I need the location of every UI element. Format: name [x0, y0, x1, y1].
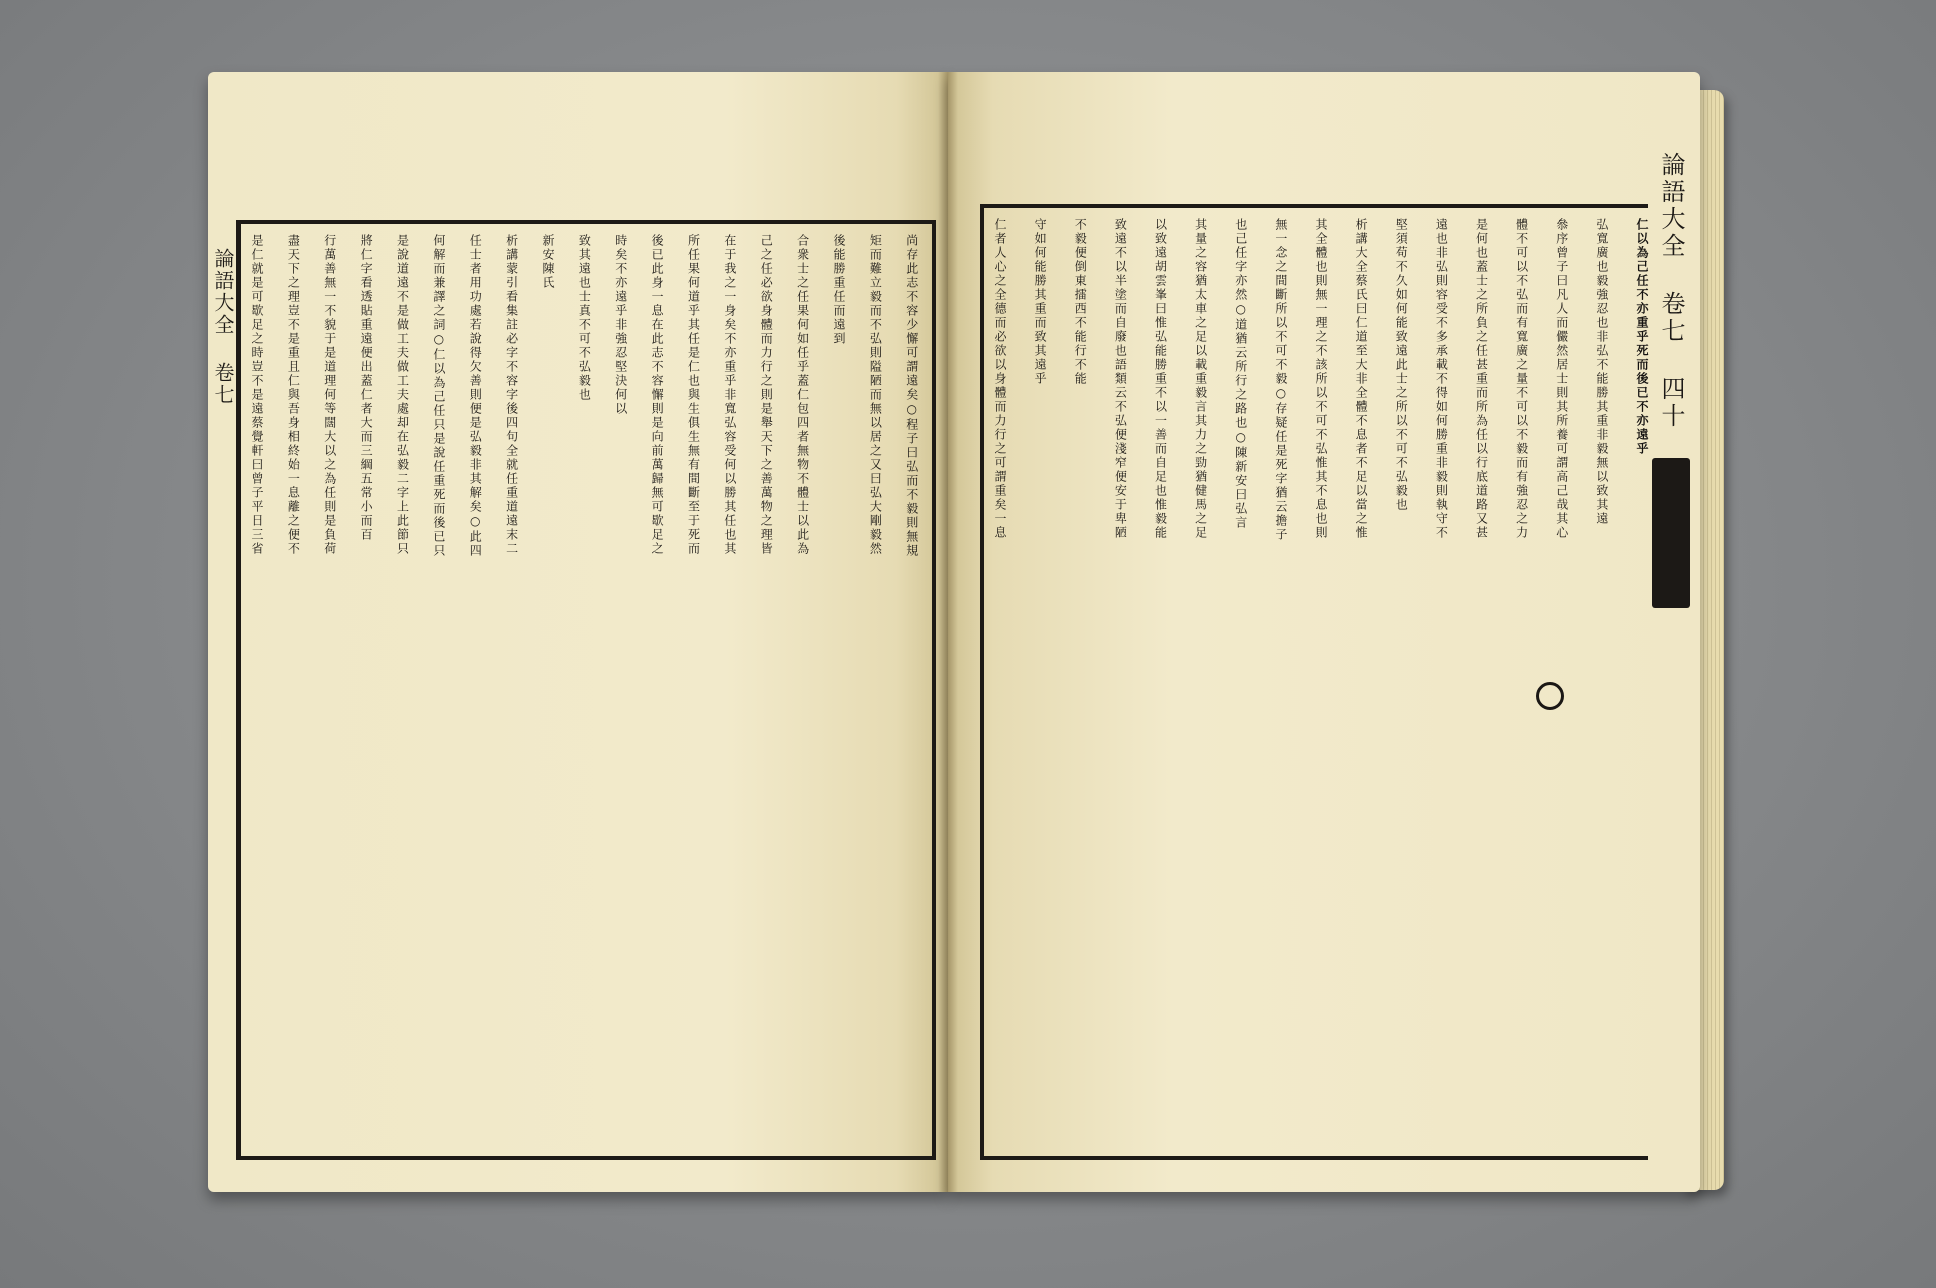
- left-text-column: 何解而兼譯之詞○仁以為己任只是說任重死而後已只: [431, 234, 446, 558]
- left-text-column: 盡天下之理豈不是重且仁與吾身相終始一息離之便不: [286, 234, 301, 556]
- right-text-column: 堅須苟不久如何能致遠此士之所以不可不弘毅也: [1394, 218, 1409, 512]
- left-text-column: 析講蒙引看集註必字不容字後四句全就任重道遠末二: [504, 234, 519, 556]
- open-book: [208, 72, 1710, 1214]
- left-text-column: 新安陳氏: [541, 234, 555, 290]
- right-text-column: 以致遠胡雲峯曰惟弘能勝重不以一善而自足也惟毅能: [1153, 218, 1168, 540]
- right-text-column: 無一念之間斷所以不可不毅○存疑任是死字猶云擔子: [1273, 218, 1288, 542]
- margin-black-band: [1652, 458, 1690, 608]
- left-text-column: 己之任必欲身體而力行之則是舉天下之善萬物之理皆: [759, 234, 774, 556]
- right-text-column: 致遠不以半塗而自廢也語類云不弘便淺窄便安于卑陋: [1113, 218, 1128, 540]
- left-page: [208, 72, 948, 1192]
- left-text-column: 致其遠也士真不可不弘毅也: [577, 234, 592, 402]
- right-text-column: 其量之容猶太車之足以載重毅言其力之勁猶健馬之足: [1193, 218, 1208, 540]
- left-margin-text: 論語大全 卷七: [211, 248, 235, 406]
- chapter-heading: 仁以為己任不亦重乎死而後已不亦遠乎: [1635, 218, 1649, 456]
- right-margin-text: 論語大全 卷七 四十: [1657, 152, 1685, 430]
- right-text-column: 其全體也則無一理之不該所以不可不弘惟其不息也則: [1314, 218, 1328, 540]
- left-text-column: 任士者用功處若說得欠善則便是弘毅非其解矣○此四: [468, 234, 483, 558]
- right-page: [948, 72, 1700, 1192]
- book-gutter: [938, 72, 958, 1192]
- right-subtext-column: 仁者人心之全德而必欲以身體而力行之可謂重矣一息: [993, 218, 1007, 540]
- right-page-margin-label: [1650, 152, 1692, 1132]
- right-text-column: 不毅便倒東擂西不能行不能: [1073, 218, 1088, 386]
- left-page-margin-label: [208, 248, 238, 1148]
- right-text-column: 弘寬廣也毅強忍也非弘不能勝其重非毅無以致其遠: [1594, 218, 1609, 526]
- left-text-column: 將仁字看透貼重遠便出蓋仁者大而三綱五常小而百: [359, 234, 374, 542]
- right-text-column: 遠也非弘則容受不多承載不得如何勝重非毅則執守不: [1434, 218, 1449, 540]
- left-text-column: 後能勝重任而遠到: [832, 234, 846, 346]
- left-text-column: 是仁就是可歇足之時豈不是遠蔡覺軒曰曾子平日三省: [250, 234, 264, 556]
- right-text-column: 是何也蓋士之所負之任甚重而所為任以行底道路又甚: [1474, 218, 1489, 540]
- right-text-column: 析講大全蔡氏曰仁道至大非全體不息者不足以當之惟: [1354, 218, 1369, 540]
- left-text-column: 行萬善無一不貌于是道理何等闊大以之為任則是負荷: [322, 234, 337, 556]
- right-text-column: 也己任字亦然○道猶云所行之路也○陳新安曰弘言: [1233, 218, 1248, 530]
- left-text-column: 後已此身一息在此志不容懈則是向前萬歸無可歇足之: [650, 234, 665, 556]
- punctuation-circle-mark: [1536, 682, 1564, 710]
- left-text-column: 在于我之一身矣不亦重乎非寬弘容受何以勝其任也其: [722, 234, 737, 556]
- left-text-column: 時矣不亦遠乎非強忍堅決何以: [613, 234, 628, 416]
- right-text-column: 體不可以不弘而有寬廣之量不可以不毅而有強忍之力: [1514, 218, 1529, 540]
- right-text-column: 叅序曾子曰凡人而儼然居士則其所養可謂高己哉其心: [1554, 218, 1569, 540]
- right-text-column: 守如何能勝其重而致其遠乎: [1033, 218, 1048, 386]
- left-text-column: 合衆士之任果何如任乎蓋仁包四者無物不體士以此為: [795, 234, 810, 556]
- left-text-column: 是說道遠不是做工夫做工夫處却在弘毅二字上此節只: [395, 234, 410, 556]
- left-text-frame: [236, 220, 936, 1160]
- left-text-column: 矩而難立毅而不弘則隘陋而無以居之又曰弘大剛毅然: [868, 234, 883, 556]
- left-text-column: 尚存此志不容少懈可謂遠矣○程子曰弘而不毅則無規: [904, 234, 919, 558]
- left-text-column: 所任果何道乎其任是仁也與生俱生無有間斷至于死而: [686, 234, 701, 556]
